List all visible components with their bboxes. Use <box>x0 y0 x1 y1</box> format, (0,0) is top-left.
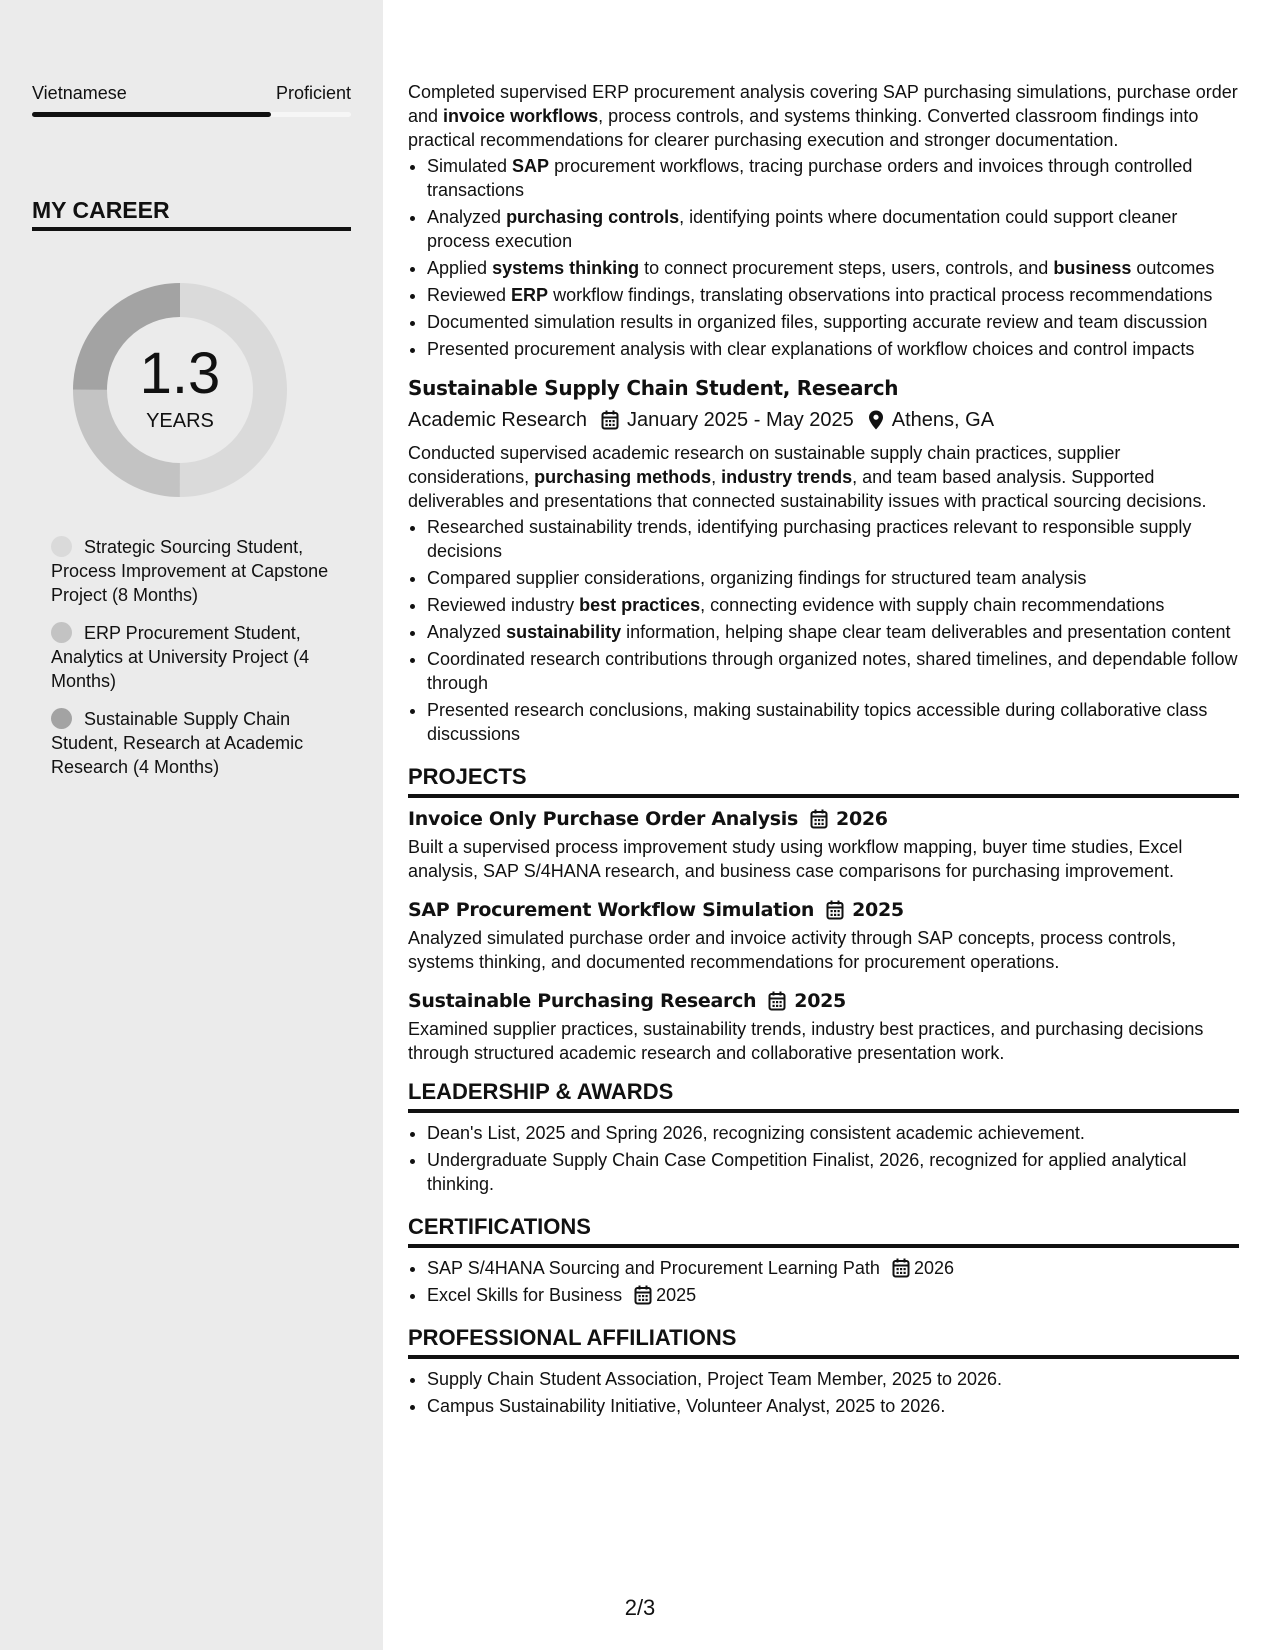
text-run: information, helping shape clear team deliverables and presentation content <box>621 622 1231 642</box>
language-skill <box>32 82 351 117</box>
leadership-item: • Undergraduate Supply Chain Case Competition Finalist, 2026, recognized for applied analytical thinking. <box>427 1148 1239 1196</box>
project-title <box>408 897 1239 923</box>
career-item-label: Strategic Sourcing Student, Process Improvement at Capstone Project (8 Months) <box>51 537 329 605</box>
affiliation-item: • Supply Chain Student Association, Project Team Member, 2025 to 2026. <box>427 1367 1239 1391</box>
emphasis-text: systems thinking <box>492 258 640 278</box>
text-run: outcomes <box>1131 258 1215 278</box>
text-run: Conducted supervised academic research on sustainable supply chain practices, supplier considerations, <box>408 443 1121 487</box>
text-run: Researched sustainability trends, identifying purchasing practices relevant to responsible supply decisions <box>427 517 1192 561</box>
bullet-item <box>427 205 1239 253</box>
project-name: SAP Procurement Workflow Simulation <box>408 899 815 921</box>
bullet-item <box>427 566 1239 590</box>
bullet-item <box>427 647 1239 695</box>
text-run: , connecting evidence with supply chain recommendations <box>700 595 1165 615</box>
certification-row <box>427 1256 954 1280</box>
project-description: Examined supplier practices, sustainability trends, industry best practices, and purchasing decisions through structured academic research and collaborative presentation work. <box>408 1019 1204 1063</box>
emphasis-text: purchasing methods <box>534 467 712 487</box>
bullet-item <box>427 310 1239 334</box>
job-bullets <box>408 515 1239 746</box>
job-meta <box>408 407 1239 433</box>
career-list <box>51 535 336 793</box>
language-name: Vietnamese <box>32 83 127 103</box>
project-name: Invoice Only Purchase Order Analysis <box>408 808 799 830</box>
calendar-icon <box>892 1258 910 1278</box>
text-run: Applied <box>427 258 493 278</box>
text-run: procurement workflows, tracing purchase orders and invoices through controlled transactions <box>427 156 1193 200</box>
project-year: 2025 <box>794 990 846 1012</box>
affiliations-heading: PROFESSIONAL AFFILIATIONS <box>408 1325 1239 1359</box>
emphasis-text: business <box>1053 258 1132 278</box>
bullet-item <box>427 698 1239 746</box>
emphasis-text: industry trends <box>721 467 853 487</box>
career-heading: MY CAREER <box>32 196 351 231</box>
certification-name: • Excel Skills for Business <box>427 1285 623 1305</box>
sidebar <box>0 0 383 1650</box>
total-years-unit: YEARS <box>146 410 214 432</box>
text-run: Compared supplier considerations, organizing findings for structured team analysis <box>427 568 1087 588</box>
bullet-item <box>427 515 1239 563</box>
career-item <box>51 707 336 779</box>
certification-name: • SAP S/4HANA Sourcing and Procurement Learning Path <box>427 1258 880 1278</box>
language-proficiency-bar <box>32 112 351 117</box>
certification-item <box>427 1256 1239 1280</box>
text-run: to connect procurement steps, users, controls, and <box>639 258 1054 278</box>
calendar-icon <box>810 809 828 829</box>
bullet-item <box>427 283 1239 307</box>
career-item-label: Sustainable Supply Chain Student, Research at Academic Research (4 Months) <box>51 709 304 777</box>
bullet-item <box>427 593 1239 617</box>
main-content <box>408 80 1239 1421</box>
job-title: Sustainable Supply Chain Student, Research <box>408 376 899 400</box>
text-run: Analyzed <box>427 207 507 227</box>
emphasis-text: sustainability <box>506 622 622 642</box>
calendar-icon <box>826 900 844 920</box>
projects-list <box>408 806 1239 1065</box>
location-pin-icon <box>868 410 884 430</box>
project-description: Analyzed simulated purchase order and invoice activity through SAP concepts, process controls, systems thinking, and documented recommendations for procurement operations. <box>408 928 1177 972</box>
career-legend-dot <box>51 622 72 643</box>
project-year: 2025 <box>852 899 904 921</box>
calendar-icon <box>601 410 619 430</box>
career-item <box>51 535 336 607</box>
total-years-value: 1.3 <box>139 341 221 406</box>
certification-row <box>427 1283 696 1307</box>
erp-experience-bullets <box>408 154 1239 361</box>
affiliations-list <box>408 1367 1239 1418</box>
text-run: workflow findings, translating observations into practical process recommendations <box>548 285 1213 305</box>
text-run: , identifying points where documentation could support cleaner process execution <box>427 207 1178 251</box>
project-name: Sustainable Purchasing Research <box>408 990 757 1012</box>
page-number: 2/3 <box>624 1595 656 1620</box>
text-run: , <box>711 467 722 487</box>
text-run: Completed supervised ERP procurement analysis covering SAP purchasing simulations, purchase order and <box>408 82 1238 126</box>
text-run: , and team based analysis. Supported deliverables and presentations that connected sustainability issues with practical sourcing decisions. <box>408 467 1207 511</box>
certifications-list <box>408 1256 1239 1307</box>
projects-heading: PROJECTS <box>408 764 1239 798</box>
project-title <box>408 988 1239 1014</box>
project-year: 2026 <box>836 808 888 830</box>
calendar-icon <box>634 1285 652 1305</box>
language-level: Proficient <box>275 83 351 103</box>
bullet-item <box>427 620 1239 644</box>
language-proficiency-fill <box>32 112 271 117</box>
career-item <box>51 621 336 693</box>
bullet-item <box>427 154 1239 202</box>
bullet-item <box>427 337 1239 361</box>
project-description: Built a supervised process improvement study using workflow mapping, buyer time studies, Excel analysis, SAP S/4HANA research, and business case comparisons for purchasing improvement. <box>408 837 1183 881</box>
career-item-label: ERP Procurement Student, Analytics at University Project (4 Months) <box>51 623 310 691</box>
emphasis-text: best practices <box>579 595 701 615</box>
text-run: Coordinated research contributions through organized notes, shared timelines, and dependable follow through <box>427 649 1238 693</box>
job-dates: January 2025 - May 2025 <box>626 409 854 431</box>
certification-year: 2026 <box>913 1258 954 1278</box>
bullet-item <box>427 256 1239 280</box>
career-legend-dot <box>51 536 72 557</box>
leadership-list <box>408 1121 1239 1196</box>
certification-year: 2025 <box>656 1285 697 1305</box>
job-location: Athens, GA <box>891 409 995 431</box>
text-run: Reviewed industry <box>427 595 580 615</box>
text-run: , process controls, and systems thinking. Converted classroom findings into practical recommendations for clearer purchasing execution and stronger documentation. <box>408 106 1199 150</box>
job-summary <box>408 441 1239 513</box>
emphasis-text: purchasing controls <box>506 207 680 227</box>
text-run: Analyzed <box>427 622 507 642</box>
job-organization: Academic Research <box>408 409 587 431</box>
emphasis-text: ERP <box>511 285 549 305</box>
text-run: Presented procurement analysis with clear explanations of workflow choices and control impacts <box>427 339 1195 359</box>
text-run: Simulated <box>427 156 513 176</box>
text-run: Presented research conclusions, making sustainability topics accessible during collaborative class discussions <box>427 700 1208 744</box>
erp-experience-summary <box>408 80 1239 152</box>
text-run: Documented simulation results in organized files, supporting accurate review and team discussion <box>427 312 1208 332</box>
emphasis-text: invoice workflows <box>443 106 599 126</box>
project-title <box>408 806 1239 832</box>
certifications-heading: CERTIFICATIONS <box>408 1214 1239 1248</box>
certification-item <box>427 1283 1239 1307</box>
leadership-heading: LEADERSHIP & AWARDS <box>408 1079 1239 1113</box>
calendar-icon <box>768 991 786 1011</box>
career-legend-dot <box>51 708 72 729</box>
text-run: Reviewed <box>427 285 512 305</box>
leadership-item: • Dean's List, 2025 and Spring 2026, recognizing consistent academic achievement. <box>427 1121 1239 1145</box>
affiliation-item: • Campus Sustainability Initiative, Volunteer Analyst, 2025 to 2026. <box>427 1394 1239 1418</box>
emphasis-text: SAP <box>512 156 550 176</box>
